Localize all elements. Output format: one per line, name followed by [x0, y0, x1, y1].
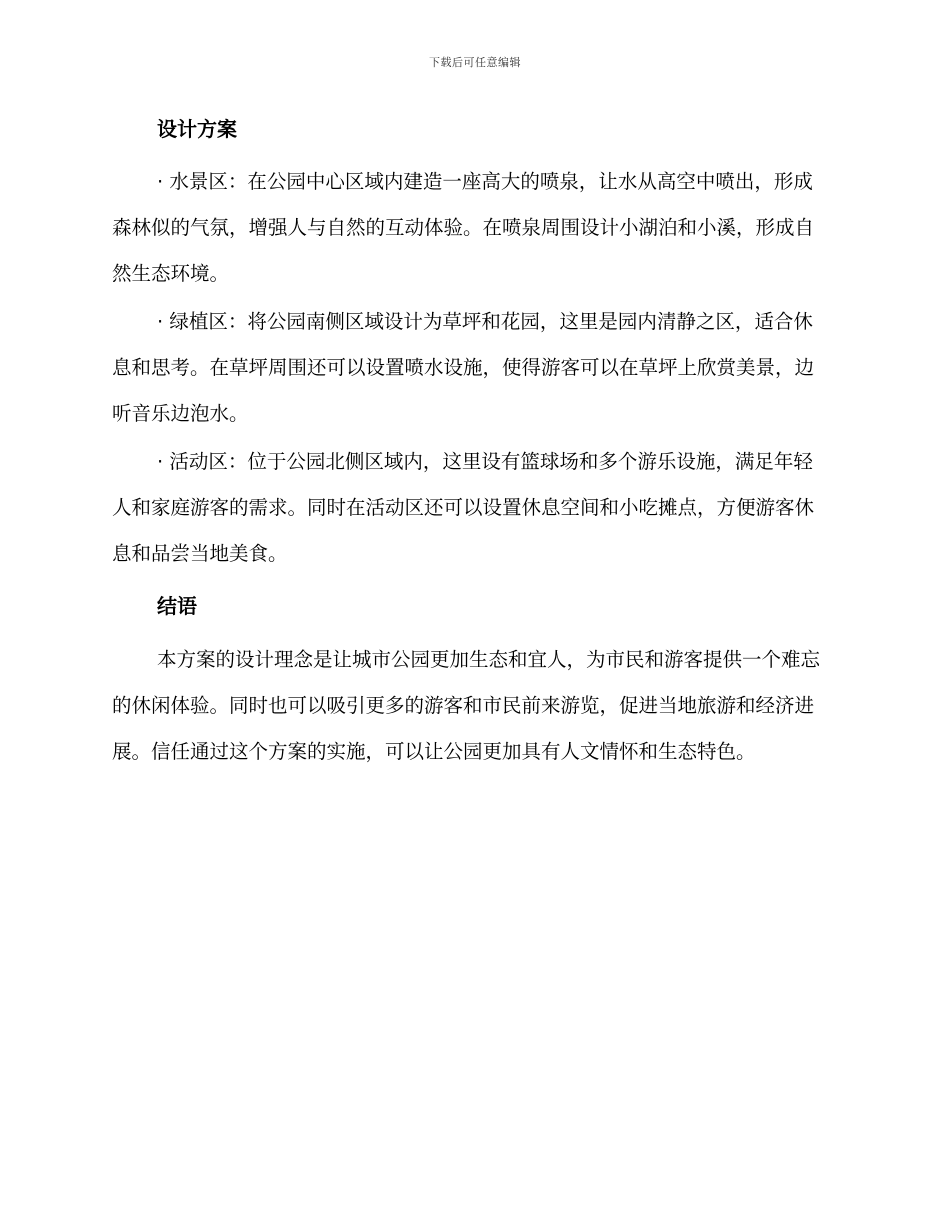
document-body: [112, 112, 832, 775]
paragraph-green-area: · 绿植区：将公园南侧区域设计为草坪和花园，这里是园内清静之区，适合休息和思考。在草坪周围还可以设置喷水设施，使得游客可以在草坪上欣赏美景，边听音乐边泡水。: [112, 310, 815, 425]
section-title-conclusion: 结语: [157, 594, 197, 618]
paragraph-water-area: · 水景区：在公园中心区域内建造一座高大的喷泉，让水从高空中喷出，形成森林似的气氛，增强人与自然的互动体验。在喷泉周围设计小湖泊和小溪，形成自然生态环境。: [112, 170, 815, 285]
header-note: 下载后可任意编辑: [429, 56, 521, 69]
paragraph-activity-area: · 活动区：位于公园北侧区域内，这里设有篮球场和多个游乐设施，满足年轻人和家庭游客的需求。同时在活动区还可以设置休息空间和小吃摊点，方便游客休息和品尝当地美食。: [112, 450, 815, 565]
section-title-design: 设计方案: [157, 117, 237, 141]
paragraph-conclusion: 本方案的设计理念是让城市公园更加生态和宜人，为市民和游客提供一个难忘的休闲体验。同时也可以吸引更多的游客和市民前来游览，促进当地旅游和经济进展。信任通过这个方案的实施，可以让公园更加具有人文情怀和生态特色。: [112, 648, 821, 763]
